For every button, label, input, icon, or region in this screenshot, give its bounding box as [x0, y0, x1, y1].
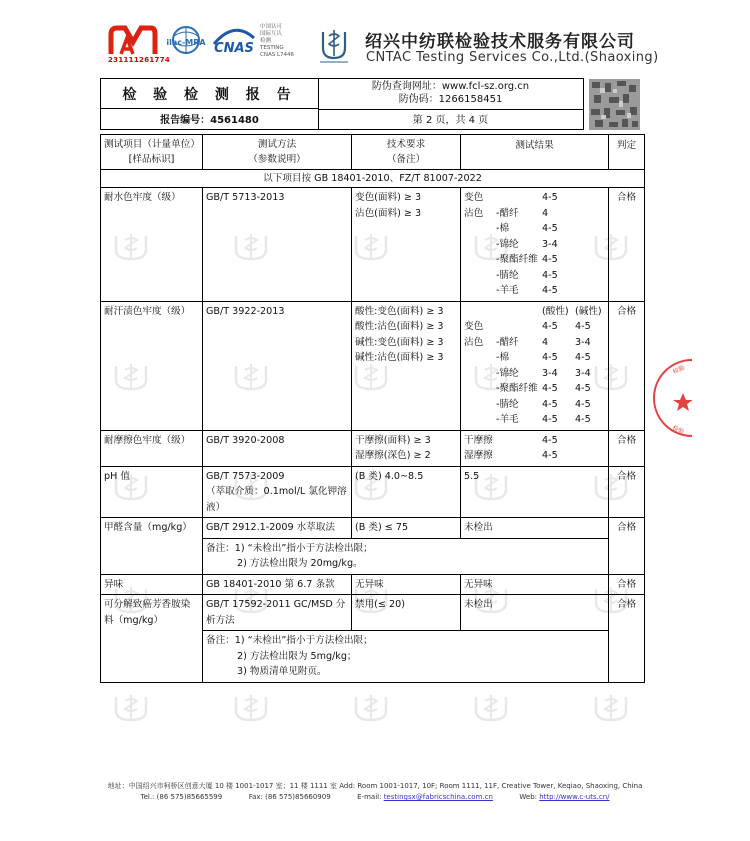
result-sublabel: -醋纤 [496, 336, 519, 348]
result-line [464, 448, 605, 464]
method-cell: GB/T 3920-2008 [203, 430, 352, 466]
result-value: 4-5 [542, 192, 558, 203]
verify-code: 防伪码：1266158451 [398, 94, 503, 105]
result-cell [461, 301, 609, 430]
result-label: 变色 [464, 192, 484, 203]
result-value: 4-5 [542, 434, 558, 446]
result-sublabel: -棉 [496, 223, 510, 234]
result-line [464, 221, 605, 237]
uts-watermark-icon [470, 693, 512, 729]
method-cell: GB/T 3922-2013 [203, 301, 352, 430]
verdict-cell: 合格 [609, 188, 645, 302]
result-value: 4-5 [542, 254, 558, 265]
result-sublabel: -聚酯纤维 [496, 254, 538, 265]
verdict-cell: 合格 [609, 574, 645, 595]
result-line [464, 397, 605, 413]
footer-fax: Fax: (86 575)85660909 [248, 793, 331, 801]
standard-line: 以下项目按 GB 18401-2010、FZ/T 81007-2022 [101, 170, 645, 188]
table-row [101, 518, 645, 539]
result-sublabel: -棉 [496, 352, 510, 363]
requirement-cell: 禁用(≤ 20) [352, 595, 461, 631]
result-label: 湿摩擦 [464, 450, 493, 461]
result-value: 4 [542, 336, 549, 348]
method-cell: GB/T 5713-2013 [203, 188, 352, 302]
result-value-alt: 4-5 [575, 383, 591, 394]
standard-row [101, 170, 645, 188]
requirement-cell: 变色(面料) ≥ 3 沾色(面料) ≥ 3 [352, 188, 461, 302]
header-method: 测试方法 （参数说明） [203, 135, 352, 170]
result-line [464, 268, 605, 284]
company-name-en: CNTAC Testing Services Co.,Ltd.(Shaoxing) [366, 50, 659, 65]
verdict-cell: 合格 [609, 518, 645, 575]
cma-number: 231111261774 [108, 56, 171, 64]
note-cell: 备注：1) “未检出”指小于方法检出限； 2) 方法检出限为 20mg/kg。 [203, 538, 609, 574]
result-value: 4-5 [542, 352, 558, 363]
svg-text:ilac-MRA: ilac-MRA [166, 38, 206, 47]
footer-tel: Tel.: (86 575)85665599 [140, 793, 223, 801]
requirement-cell: 干摩擦(面料) ≥ 3 湿摩擦(深色) ≥ 2 [352, 430, 461, 466]
result-line [464, 190, 605, 206]
official-seal-stamp [652, 352, 692, 444]
result-sublabel: -羊毛 [496, 285, 519, 296]
result-line [464, 350, 605, 366]
result-sublabel: -锦纶 [496, 238, 519, 250]
footer-email-label: E-mail: [357, 793, 382, 801]
method-cell: GB/T 17592-2011 GC/MSD 分 析方法 [203, 595, 352, 631]
page-info: 第 2 页，共 4 页 [412, 115, 489, 126]
result-sublabel: -羊毛 [496, 414, 519, 425]
result-value: 3-4 [542, 238, 558, 250]
results-table [100, 134, 645, 683]
result-sublabel: -锦纶 [496, 367, 519, 379]
note-cell: 备注：1) “未检出”指小于方法检出限； 2) 方法检出限为 5mg/kg； 3) 物质清单见附页。 [203, 631, 609, 683]
result-cell [461, 430, 609, 466]
footer-web-label: Web: [519, 793, 537, 801]
svg-text:检验: 检验 [671, 424, 686, 436]
uts-watermark-icon [230, 693, 272, 729]
result-value-alt: 4-5 [575, 398, 591, 410]
cnas-logo-icon [208, 24, 260, 62]
header-verdict: 判定 [609, 135, 645, 170]
table-row [101, 188, 645, 302]
footer-address: 地址：中国绍兴市柯桥区创意大厦 10 楼 1001-1017 室；11 楼 1111 室 Add: Room 1001-1017, 10F; Room 1111, 11F, Creative Tower, Keqiao, Shaoxing, China [107, 782, 643, 790]
result-line [464, 366, 605, 382]
report-title: 检 验 检 测 报 告 [101, 79, 319, 109]
result-value: 4-5 [542, 269, 558, 281]
uts-watermark-icon [110, 693, 152, 729]
footer-contacts [0, 793, 750, 801]
report-number: 报告编号：4561480 [101, 108, 319, 129]
requirement-cell: (B 类) 4.0~8.5 [352, 466, 461, 518]
result-line [464, 412, 605, 428]
svg-text:CNAS: CNAS [214, 41, 254, 56]
result-value: 4-5 [542, 383, 558, 394]
method-cell: GB 18401-2010 第 6.7 条款 [203, 574, 352, 595]
result-line [464, 237, 605, 253]
result-value-alt: 4-5 [575, 321, 591, 332]
result-sublabel: -腈纶 [496, 269, 519, 281]
table-row [101, 574, 645, 595]
result-sublabel: -醋纤 [496, 207, 519, 219]
verdict-cell: 合格 [609, 466, 645, 518]
method-cell: GB/T 2912.1-2009 水萃取法 [203, 518, 352, 539]
table-row [101, 466, 645, 518]
result-value: 4-5 [542, 321, 558, 332]
result-sublabel: -腈纶 [496, 398, 519, 410]
uts-watermark-icon [350, 693, 392, 729]
company-name-cn: 绍兴中纺联检验技术服务有限公司 [365, 32, 635, 52]
report-header-box [100, 78, 584, 130]
result-value-alt: 3-4 [575, 367, 591, 379]
svg-text:检验: 检验 [671, 364, 686, 376]
result-sublabel: -聚酯纤维 [496, 383, 538, 394]
result-label: 沾色 [464, 207, 484, 219]
item-cell: 耐汗渍色牢度（级） [101, 301, 203, 430]
requirement-cell: (B 类) ≤ 75 [352, 518, 461, 539]
method-cell: GB/T 7573-2009 （萃取介质：0.1mol/L 氯化钾溶 液） [203, 466, 352, 518]
footer-email-link[interactable]: testingsx@fabricschina.com.cn [383, 793, 493, 801]
table-row [101, 430, 645, 466]
table-row [101, 595, 645, 631]
uts-watermark-icon [590, 693, 632, 729]
table-header-row [101, 135, 645, 170]
item-cell: 可分解致癌芳香胺染 料（mg/kg） [101, 595, 203, 683]
result-label: 沾色 [464, 336, 484, 348]
uts-logo-icon [317, 28, 351, 66]
result-value-alt: 3-4 [575, 336, 591, 348]
verdict-cell: 合格 [609, 301, 645, 430]
verdict-cell: 合格 [609, 595, 645, 683]
result-value: 4 [542, 207, 549, 219]
header-item: 测试项目（计量单位） [样品标识] [101, 135, 203, 170]
result-cell: 无异味 [461, 574, 609, 595]
result-label: 干摩擦 [464, 434, 493, 446]
header-requirement: 技术要求 （备注） [352, 135, 461, 170]
result-label: 变色 [464, 321, 484, 332]
result-value: 4-5 [542, 414, 558, 425]
result-subheader: (酸性) (碱性) [542, 305, 602, 317]
item-cell: 甲醛含量（mg/kg） [101, 518, 203, 575]
ilac-mra-logo-icon [164, 24, 208, 62]
verify-url: 防伪查询网址：www.fcl-sz.org.cn [371, 81, 530, 92]
requirement-cell: 酸性:变色(面料) ≥ 3 酸性:沾色(面料) ≥ 3 碱性:变色(面料) ≥ 3 碱性:沾色(面料) ≥ 3 [352, 301, 461, 430]
item-cell: 异味 [101, 574, 203, 595]
cnas-accreditation-text: 中国认可 国际互认 检测 TESTING CNAS L7446 [260, 24, 295, 58]
result-line [464, 381, 605, 397]
result-value: 4-5 [542, 223, 558, 234]
item-cell: 耐水色牢度（级） [101, 188, 203, 302]
verdict-cell: 合格 [609, 430, 645, 466]
qr-code-icon [589, 79, 640, 130]
result-value: 4-5 [542, 450, 558, 461]
result-value-alt: 4-5 [575, 352, 591, 363]
result-cell: 未检出 [461, 518, 609, 539]
result-cell: 未检出 [461, 595, 609, 631]
result-line [464, 433, 605, 449]
result-value: 4-5 [542, 398, 558, 410]
item-cell: pH 值 [101, 466, 203, 518]
result-line [464, 335, 605, 351]
result-value: 3-4 [542, 367, 558, 379]
result-value-alt: 4-5 [575, 414, 591, 425]
table-row [101, 301, 645, 430]
result-cell [461, 188, 609, 302]
result-line [464, 283, 605, 299]
item-cell: 耐摩擦色牢度（级） [101, 430, 203, 466]
verification-info [318, 79, 583, 110]
result-cell: 5.5 [461, 466, 609, 518]
requirement-cell: 无异味 [352, 574, 461, 595]
result-line [464, 319, 605, 335]
footer-web-link[interactable]: http://www.c-uts.cn/ [539, 793, 610, 801]
header-result: 测试结果 [461, 135, 609, 170]
result-value: 4-5 [542, 285, 558, 296]
result-line [464, 252, 605, 268]
result-line [464, 206, 605, 222]
